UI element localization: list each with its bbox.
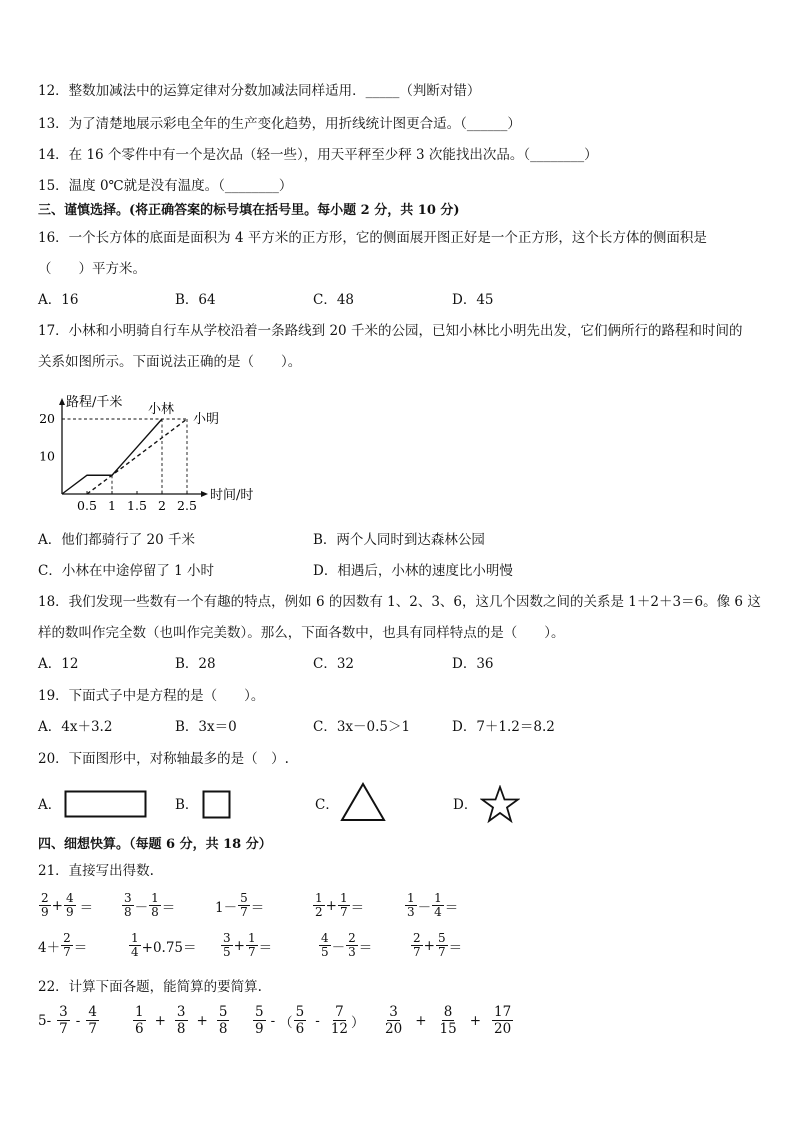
q19-option-a[interactable]: A．4x＋3.2 xyxy=(38,719,113,735)
q17-option-b[interactable]: B．两个人同时到达森林公园 xyxy=(313,532,485,548)
q20-option-b[interactable]: B． xyxy=(175,797,199,813)
square-shape xyxy=(202,790,232,820)
q20-option-c[interactable]: C． xyxy=(315,797,339,813)
q19-option-d[interactable]: D．7＋1.2＝8.2 xyxy=(452,719,555,735)
q20-option-a[interactable]: A． xyxy=(38,797,62,813)
question-15: 15．温度 0℃就是没有温度。（________） xyxy=(38,178,293,194)
triangle-shape xyxy=(340,782,386,822)
question-12: 12．整数加减法中的运算定律对分数加减法同样适用．_____（判断对错） xyxy=(38,83,481,99)
section-3-heading: 三、谨慎选择。(将正确答案的标号填在括号里。每小题 2 分，共 10 分) xyxy=(38,203,460,218)
question-18-line2: 样的数叫作完全数（也叫作完美数）。那么，下面各数中，也具有同样特点的是（ ）。 xyxy=(38,625,565,641)
q16-option-a[interactable]: A．16 xyxy=(38,292,79,308)
distance-time-chart xyxy=(30,388,280,518)
series-label-0: 小林 xyxy=(148,402,175,417)
q18-option-d[interactable]: D．36 xyxy=(452,656,494,672)
question-19: 19．下面式子中是方程的是（ ）。 xyxy=(38,688,265,704)
question-14: 14．在 16 个零件中有一个是次品（轻一些），用天平秤至少秤 3 次能找出次品。（________） xyxy=(38,147,598,163)
q21-item-2: $\frac{3}{8}$ － $\frac{1}{8}$ ＝ xyxy=(124,891,176,919)
q21-item-4: $\frac{1}{2}$ + $\frac{1}{7}$ ＝ xyxy=(315,891,365,919)
question-13: 13．为了清楚地展示彩电全年的生产变化趋势，用折线统计图更合适。（______） xyxy=(38,116,521,132)
q18-option-a[interactable]: A．12 xyxy=(38,656,79,672)
question-17-line2: 关系如图所示。下面说法正确的是（ ）。 xyxy=(38,354,302,370)
q22-item-3: $\frac{5}{9}$ - （ $\frac{5}{6}$ - $\frac{7}{12}$ ） xyxy=(255,1004,365,1037)
q17-option-a[interactable]: A．他们都骑行了 20 千米 xyxy=(38,532,196,548)
q17-option-d[interactable]: D．相遇后，小林的速度比小明慢 xyxy=(313,563,513,579)
section-4-heading: 四、细想快算。（每题 6 分，共 18 分） xyxy=(38,837,272,852)
series-line-1 xyxy=(87,419,187,494)
q22-item-1: 5- $\frac{3}{7}$ - $\frac{4}{7}$ xyxy=(38,1004,97,1037)
rectangle-shape xyxy=(64,790,148,820)
y-axis-arrow xyxy=(59,398,65,405)
q21-item-6: 4＋ $\frac{2}{7}$ ＝ xyxy=(38,931,88,959)
question-21: 21．直接写出得数. xyxy=(38,863,154,879)
q22-item-4: $\frac{3}{20}$ + $\frac{8}{15}$ + $\frac{17}{20}$ xyxy=(385,1004,512,1037)
q16-option-c[interactable]: C．48 xyxy=(313,292,355,308)
q21-item-7: $\frac{1}{4}$ +0.75＝ xyxy=(131,931,197,959)
x-tick-label-2: 1.5 xyxy=(127,498,147,513)
question-18-line1: 18．我们发现一些数有一个有趣的特点，例如 6 的因数有 1、2、3、6，这几个因数之间的关系是 1＋2＋3＝6。像 6 这 xyxy=(38,594,761,610)
q16-option-d[interactable]: D．45 xyxy=(452,292,494,308)
q21-item-8: $\frac{3}{5}$ + $\frac{1}{7}$ ＝ xyxy=(223,931,273,959)
q17-option-c[interactable]: C．小林在中途停留了 1 小时 xyxy=(38,563,215,579)
x-tick-label-0: 0.5 xyxy=(77,498,97,513)
q21-item-5: $\frac{1}{3}$ － $\frac{1}{4}$ ＝ xyxy=(407,891,459,919)
q18-option-c[interactable]: C．32 xyxy=(313,656,355,672)
q20-option-d[interactable]: D． xyxy=(453,797,478,813)
y-tick-label-1: 20 xyxy=(39,411,55,426)
q21-item-10: $\frac{2}{7}$ + $\frac{5}{7}$ ＝ xyxy=(413,931,463,959)
star-shape xyxy=(480,785,520,825)
question-20: 20．下面图形中，对称轴最多的是（ ）. xyxy=(38,751,289,767)
q21-item-1: $\frac{2}{9}$ + $\frac{4}{9}$ ＝ xyxy=(41,891,94,919)
q21-item-3: 1－ $\frac{5}{7}$ ＝ xyxy=(215,891,265,919)
q22-item-2: $\frac{1}{6}$ + $\frac{3}{8}$ + $\frac{5}{8}$ xyxy=(135,1004,228,1037)
x-tick-label-1: 1 xyxy=(108,498,116,513)
x-axis-label: 时间/时 xyxy=(210,488,254,503)
q19-option-c[interactable]: C．3x－0.5＞1 xyxy=(313,719,411,735)
y-tick-label-0: 10 xyxy=(39,448,55,464)
y-axis-label: 路程/千米 xyxy=(66,395,123,410)
q19-option-b[interactable]: B．3x＝0 xyxy=(175,719,237,735)
q16-option-b[interactable]: B．64 xyxy=(175,292,216,308)
x-axis-arrow xyxy=(201,491,208,497)
q18-option-b[interactable]: B．28 xyxy=(175,656,216,672)
question-16-line1: 16．一个长方体的底面是面积为 4 平方米的正方形，它的侧面展开图正好是一个正方形，这个长方体的侧面积是 xyxy=(38,230,707,246)
question-22: 22．计算下面各题，能简算的要简算. xyxy=(38,979,262,995)
x-tick-label-3: 2 xyxy=(158,498,166,513)
question-17-line1: 17．小林和小明骑自行车从学校沿着一条路线到 20 千米的公园，已知小林比小明先出发，它们俩所行的路程和时间的 xyxy=(38,323,743,339)
q21-item-9: $\frac{4}{5}$ － $\frac{2}{3}$ ＝ xyxy=(321,931,373,959)
question-16-line2: （ ）平方米。 xyxy=(38,261,146,277)
x-tick-label-4: 2.5 xyxy=(177,498,197,513)
series-label-1: 小明 xyxy=(193,412,220,427)
